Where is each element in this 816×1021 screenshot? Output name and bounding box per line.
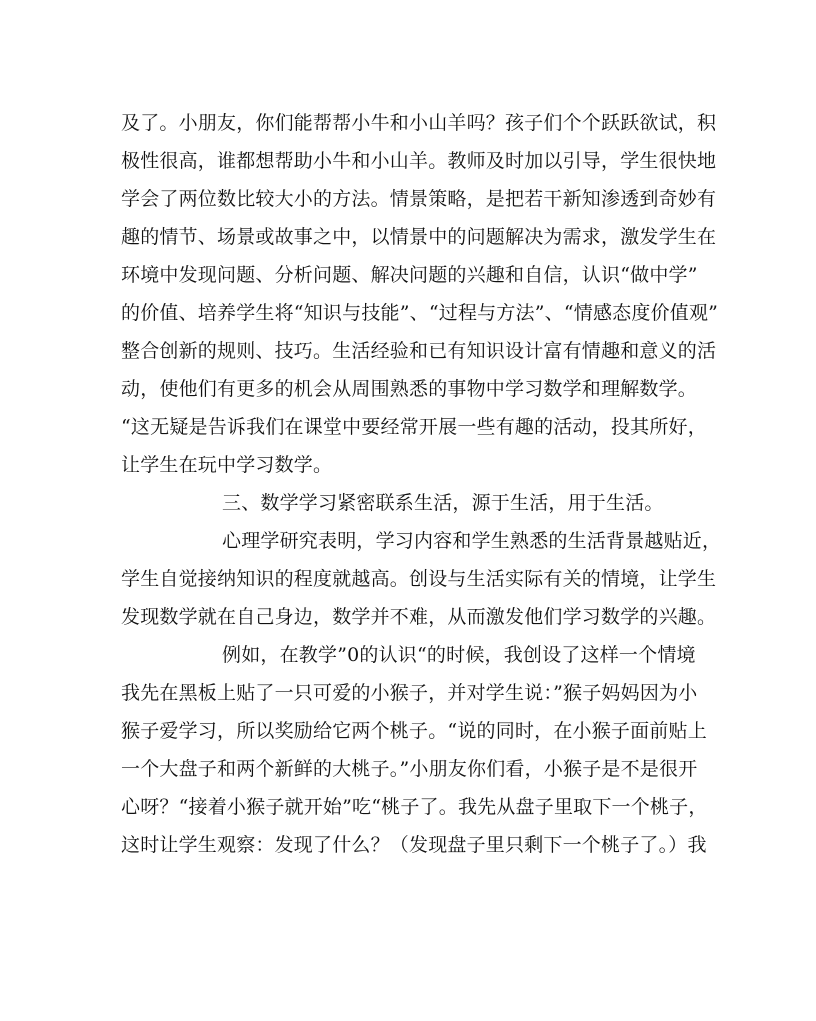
text-line: 整合创新的规则、技巧。生活经验和已有知识设计富有情趣和意义的活 xyxy=(121,340,717,362)
text-line: “这无疑是告诉我们在课堂中要经常开展一些有趣的活动，投其所好， xyxy=(121,416,707,438)
text-line: 我先在黑板上贴了一只可爱的小猴子，并对学生说：”猴子妈妈因为小 xyxy=(121,682,698,704)
text-line: 的价值、培养学生将“知识与技能”、“过程与方法”、“情感态度价值观” xyxy=(121,302,719,324)
text-line: 极性很高，谁都想帮助小牛和小山羊。教师及时加以引导，学生很快地 xyxy=(121,150,717,172)
text-line: 心呀？“接着小猴子就开始”吃“桃子了。我先从盘子里取下一个桃子， xyxy=(121,796,708,818)
text-line: 环境中发现问题、分析问题、解决问题的兴趣和自信，认识“做中学” xyxy=(121,264,698,286)
text-line: 动，使他们有更多的机会从周围熟悉的事物中学习数学和理解数学。 xyxy=(121,378,698,400)
text-line: 这时让学生观察：发现了什么？（发现盘子里只剩下一个桃子了。）我 xyxy=(121,834,707,856)
section-heading: 三、数学学习紧密联系生活，源于生活，用于生活。 xyxy=(222,492,664,514)
text-line: 一个大盘子和两个新鲜的大桃子。”小朋友你们看，小猴子是不是很开 xyxy=(121,758,698,780)
text-line: 发现数学就在自己身边，数学并不难，从而激发他们学习数学的兴趣。 xyxy=(121,606,717,628)
text-line: 让学生在玩中学习数学。 xyxy=(121,454,333,476)
text-line: 学会了两位数比较大小的方法。情景策略，是把若干新知渗透到奇妙有 xyxy=(121,188,717,210)
text-line: 猴子爱学习，所以奖励给它两个桃子。“说的同时，在小猴子面前贴上 xyxy=(121,720,707,742)
text-line: 心理学研究表明，学习内容和学生熟悉的生活背景越贴近， xyxy=(222,530,722,552)
text-line: 及了。小朋友，你们能帮帮小牛和小山羊吗？孩子们个个跃跃欲试，积 xyxy=(121,112,717,134)
text-line: 趣的情节、场景或故事之中，以情景中的问题解决为需求，激发学生在 xyxy=(121,226,717,248)
text-line: 学生自觉接纳知识的程度就越高。创设与生活实际有关的情境，让学生 xyxy=(121,568,717,590)
text-line: 例如，在教学”0的认识“的时候，我创设了这样一个情境 xyxy=(222,644,696,666)
